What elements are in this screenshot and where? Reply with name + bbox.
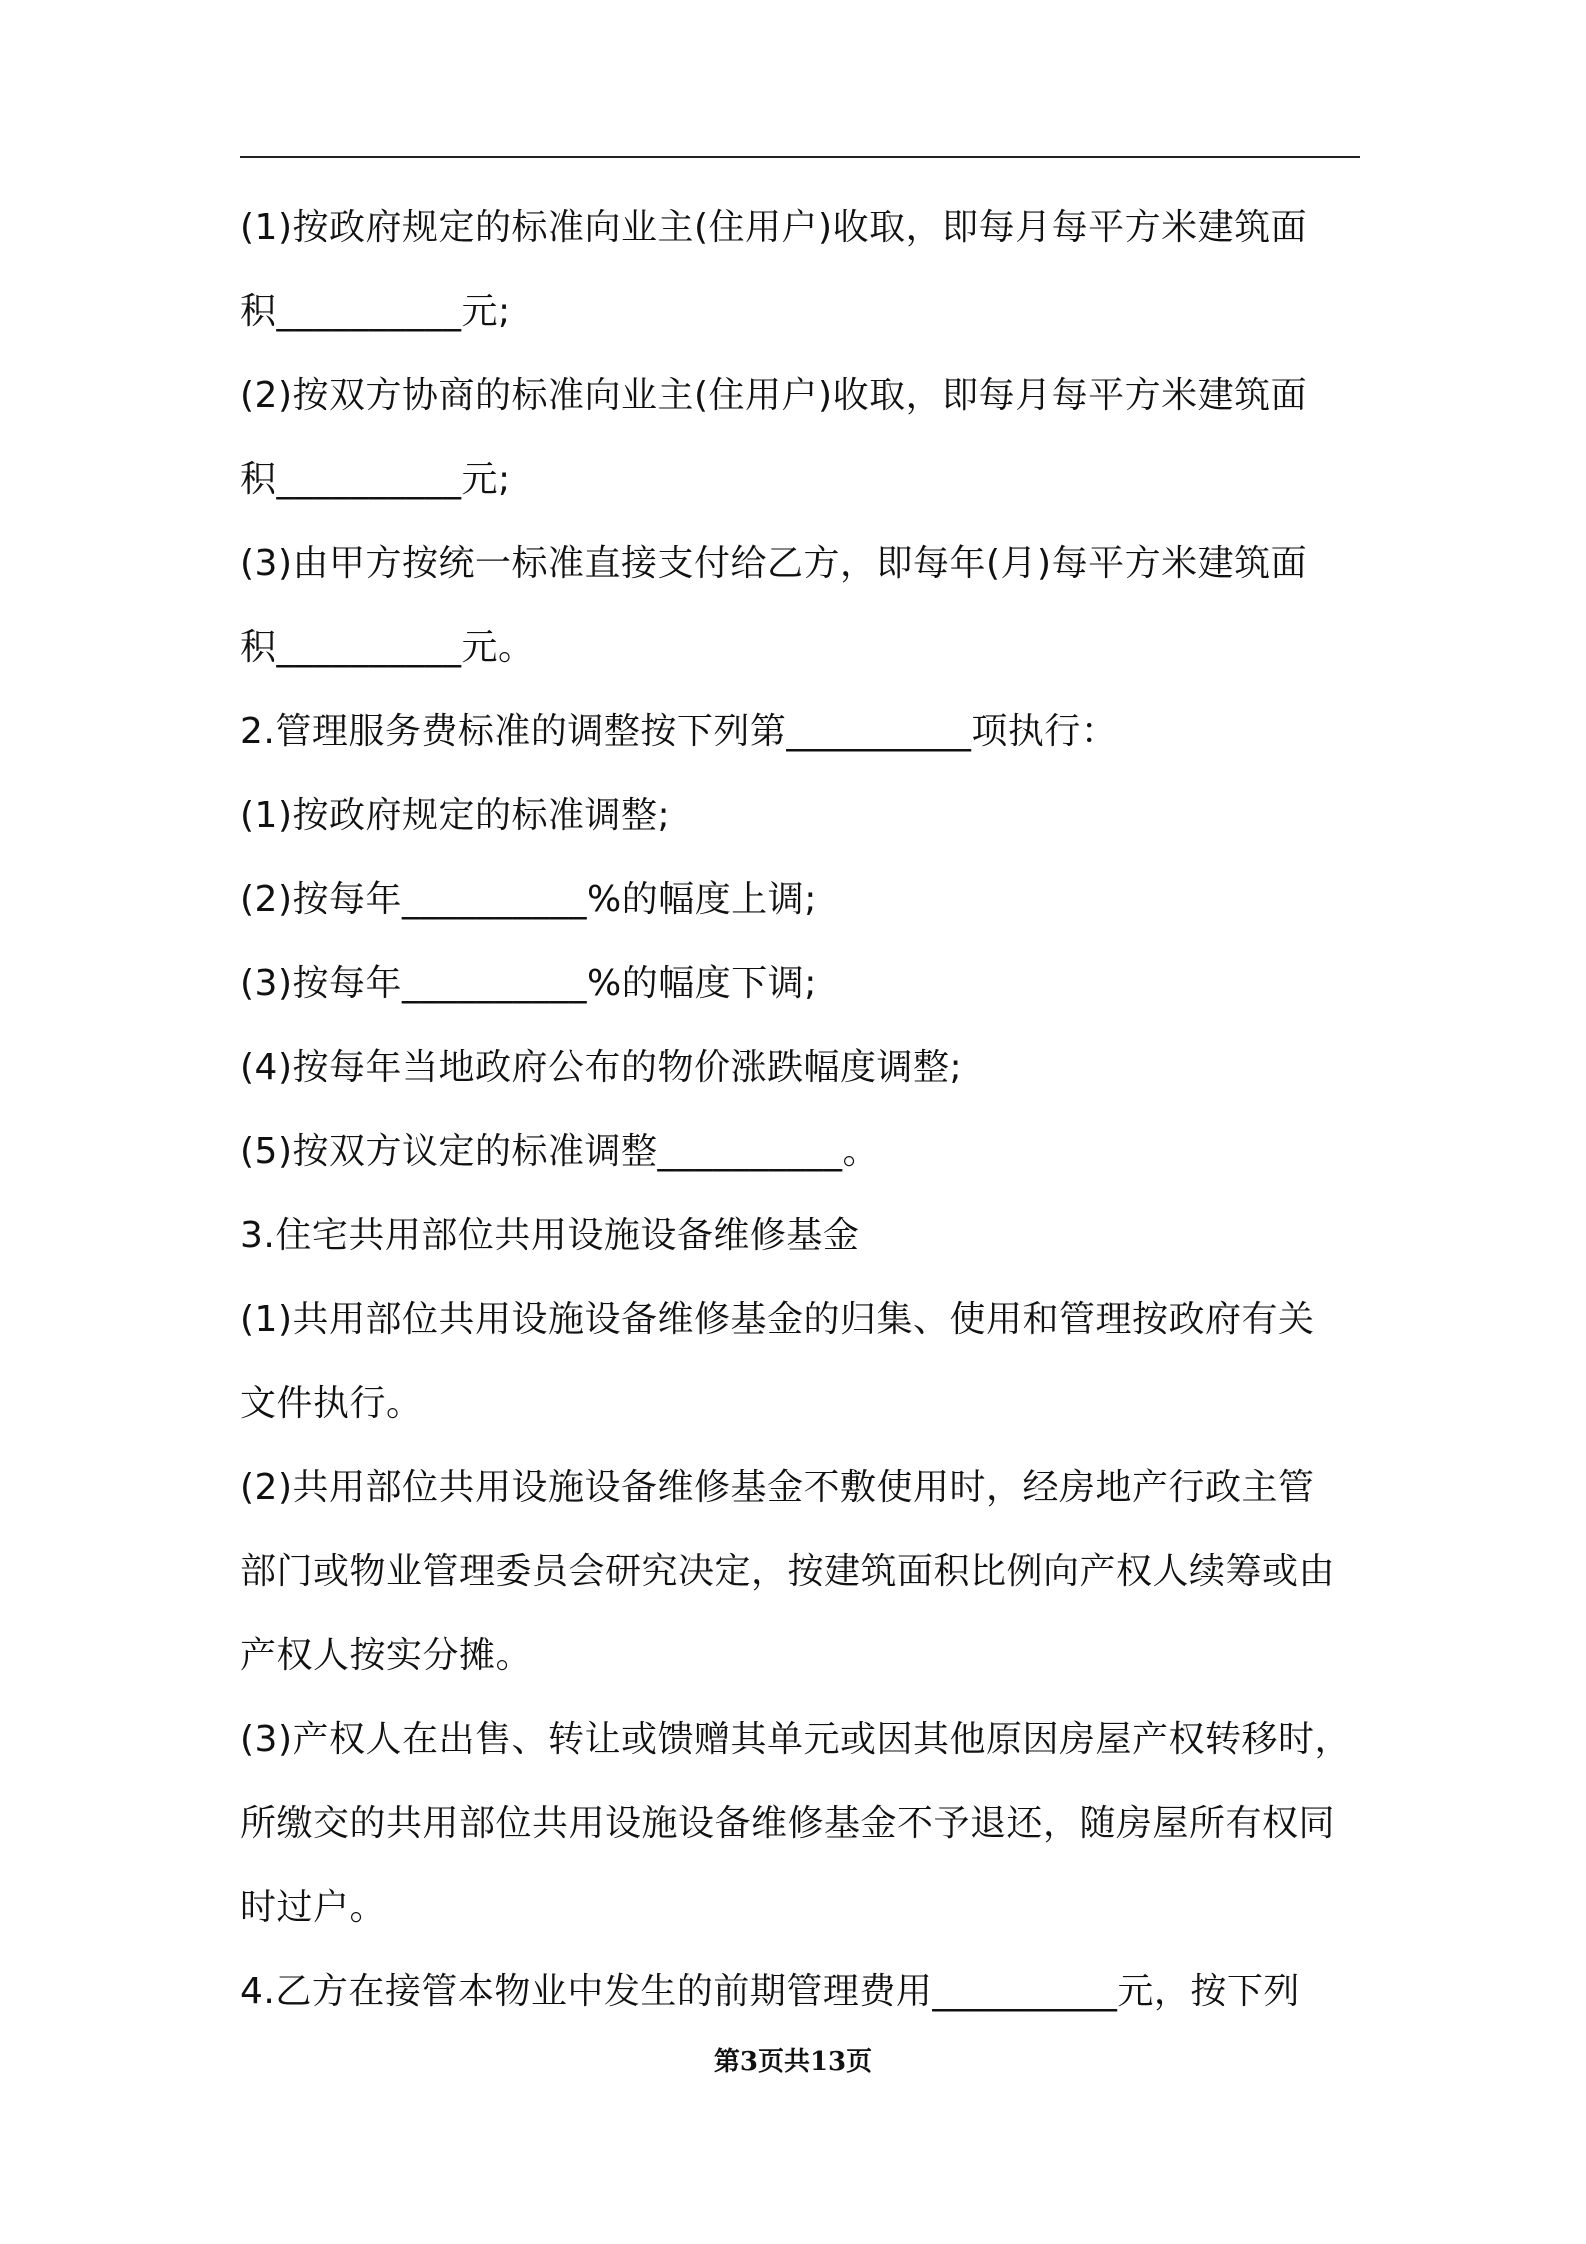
text-line: 部门或物业管理委员会研究决定，按建筑面积比例向产权人续筹或由 [240, 1551, 1336, 1592]
text-line: 积__________元; [240, 291, 511, 332]
text-line: (2)按双方协商的标准向业主(住用户)收取，即每月每平方米建筑面 [240, 375, 1308, 416]
text-line: 4.乙方在接管本物业中发生的前期管理费用__________元，按下列 [240, 1971, 1300, 2012]
text-line: (1)按政府规定的标准调整; [240, 795, 671, 836]
text-line: 时过户。 [240, 1887, 387, 1928]
text-line: (1)按政府规定的标准向业主(住用户)收取，即每月每平方米建筑面 [240, 207, 1308, 248]
text-line: (1)共用部位共用设施设备维修基金的归集、使用和管理按政府有关 [240, 1299, 1315, 1340]
text-line: (2)按每年__________%的幅度上调; [240, 879, 817, 920]
text-line: 3.住宅共用部位共用设施设备维修基金 [240, 1215, 860, 1256]
text-line: (3)由甲方按统一标准直接支付给乙方，即每年(月)每平方米建筑面 [240, 543, 1308, 584]
text-line: (3)按每年__________%的幅度下调; [240, 963, 817, 1004]
page-number: 第3页共13页 [713, 2047, 873, 2077]
text-line: (4)按每年当地政府公布的物价涨跌幅度调整; [240, 1047, 963, 1088]
text-line: 文件执行。 [240, 1383, 423, 1424]
text-line: 积__________元。 [240, 627, 535, 668]
text-line: (5)按双方议定的标准调整__________。 [240, 1131, 879, 1172]
text-line: 所缴交的共用部位共用设施设备维修基金不予退还，随房屋所有权同 [240, 1803, 1336, 1844]
text-line: (2)共用部位共用设施设备维修基金不敷使用时，经房地产行政主管 [240, 1467, 1315, 1508]
text-line: 积__________元; [240, 459, 511, 500]
text-line: (3)产权人在出售、转让或馈赠其单元或因其他原因房屋产权转移时， [240, 1719, 1351, 1760]
text-line: 2.管理服务费标准的调整按下列第__________项执行： [240, 711, 1118, 752]
text-line: 产权人按实分摊。 [240, 1635, 533, 1676]
header-rule [240, 156, 1360, 158]
